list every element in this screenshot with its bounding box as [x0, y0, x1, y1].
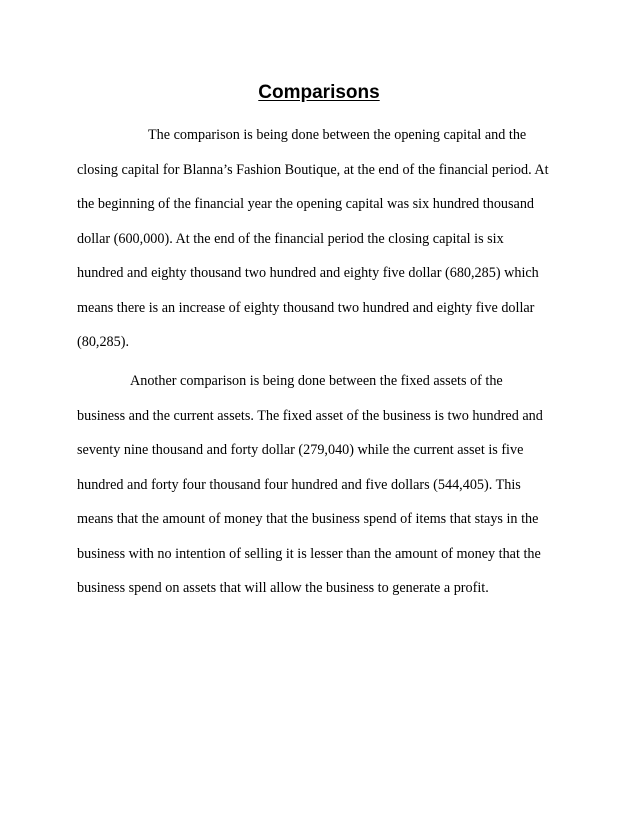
paragraph-line: means there is an increase of eighty thousand two hundred and eighty five dollar	[77, 299, 535, 316]
paragraph-line: Another comparison is being done between the fixed assets of the	[130, 373, 503, 389]
paragraph-line: business spend on assets that will allow the business to generate a profit.	[77, 580, 489, 596]
paragraph-line: dollar (600,000). At the end of the financial period the closing capital is six	[77, 230, 504, 247]
paragraph-line: closing capital for Blanna’s Fashion Boutique, at the end of the financial period. At	[77, 161, 549, 178]
paragraph-line: hundred and eighty thousand two hundred and eighty five dollar (680,285) which	[77, 265, 539, 281]
paragraph-line: (80,285).	[77, 334, 130, 350]
paragraph-line: the beginning of the financial year the opening capital was six hundred thousand	[77, 196, 535, 212]
paragraph-capital-comparison	[77, 118, 577, 360]
page-title: Comparisons	[258, 82, 380, 103]
paragraph-line: seventy nine thousand and forty dollar (279,040) while the current asset is five	[77, 442, 524, 458]
paragraph-line: hundred and forty four thousand four hundred and five dollars (544,405). This	[77, 476, 521, 493]
paragraph-line: business with no intention of selling it is lesser than the amount of money that the	[77, 545, 541, 562]
paragraph-line: The comparison is being done between the opening capital and the	[148, 127, 527, 143]
paragraph-line: means that the amount of money that the business spend of items that stays in the	[77, 511, 539, 527]
paragraph-line: business and the current assets. The fixed asset of the business is two hundred and	[77, 407, 543, 424]
paragraph-assets-comparison	[77, 364, 577, 606]
